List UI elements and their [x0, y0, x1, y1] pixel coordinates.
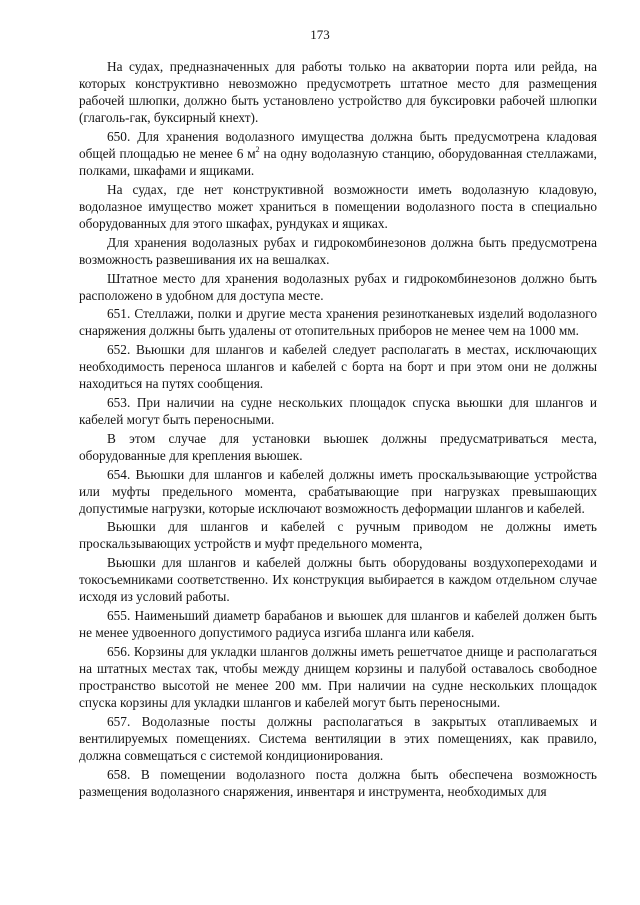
paragraph-650 [79, 128, 597, 179]
paragraph-650-storage-alt: На судах, где нет конструктивной возможности иметь водолазную кладовую, водолазное имущество может храниться в помещении водолазного поста в специально оборудованных для этого шкафах, рундуках и ящиках. [79, 181, 597, 232]
document-body [79, 58, 597, 801]
paragraph-654-equipment: Вьюшки для шлангов и кабелей должны быть оборудованы воздухопереходами и токосъемниками соответственно. Их конструкция выбирается в каждом отдельном случае исходя из условий работы. [79, 555, 597, 605]
paragraph-656: 656. Корзины для укладки шлангов должны иметь решетчатое днище и располагаться на штатных местах так, чтобы между днищем корзины и палубой оставалось свободное пространство высотой не менее 200 мм. При наличии на судне нескольких площадок спуска корзины для укладки шлангов и кабелей могут быть переносными. [79, 643, 597, 711]
paragraph-652: 652. Вьюшки для шлангов и кабелей следует располагать в местах, исключающих необходимость переноса шлангов и кабелей с борта на борт и при этом они не должны находиться на путях сообщения. [79, 342, 597, 392]
paragraph-650-text-end: на одну водолазную станцию, оборудованная стеллажами, полками, шкафами и ящиками. [79, 146, 597, 179]
paragraph-650-text: 650. Для хранения водолазного имущества должна быть предусмотрена кладовая общей площадью не менее 6 м [79, 128, 597, 162]
page-number: 173 [310, 27, 330, 42]
paragraph-654-manual: Вьюшки для шлангов и кабелей с ручным приводом не должны иметь проскальзывающих устройств и муфт предельного момента, [79, 519, 597, 552]
paragraph-658: 658. В помещении водолазного поста должна быть обеспечена возможность размещения водолазного снаряжения, инвентаря и инструмента, необходимых для [79, 766, 597, 799]
paragraph-655: 655. Наименьший диаметр барабанов и вьюшек для шлангов и кабелей должен быть не менее удвоенного допустимого радиуса изгиба шланга или кабеля. [79, 608, 597, 641]
paragraph-653: 653. При наличии на судне нескольких площадок спуска вьюшки для шлангов и кабелей могут быть переносными. [79, 394, 597, 428]
paragraph-653-mounts: В этом случае для установки вьюшек должны предусматриваться места, оборудованные для крепления вьюшек. [79, 430, 597, 463]
superscript-square-unit: 2 [255, 145, 260, 155]
paragraph-650-location: Штатное место для хранения водолазных рубах и гидрокомбинезонов должно быть расположено в удобном для доступа месте. [79, 270, 597, 303]
paragraph-654: 654. Вьюшки для шлангов и кабелей должны иметь проскальзывающие устройства или муфты предельного момента, срабатывающие при нагрузках превышающих допустимые нагрузки, которые исключают возможность деформации шлангов и кабелей. [79, 466, 597, 516]
paragraph-657: 657. Водолазные посты должны располагаться в закрытых отапливаемых и вентилируемых помещениях. Система вентиляции в этих помещениях, как правило, должна совмещаться с системой кондиционирования. [79, 713, 597, 763]
paragraph-650-hangers: Для хранения водолазных рубах и гидрокомбинезонов должна быть предусмотрена возможность развешивания их на вешалках. [79, 234, 597, 267]
paragraph-intro-workboat: На судах, предназначенных для работы только на акватории порта или рейда, на которых конструктивно невозможно предусмотреть штатное место для размещения рабочей шлюпки, должно быть установлено устройство для буксировки рабочей шлюпки (глаголь-гак, буксирный кнехт). [79, 59, 597, 126]
paragraph-651: 651. Стеллажи, полки и другие места хранения резинотканевых изделий водолазного снаряжения должны быть удалены от отопительных приборов не менее чем на 1000 мм. [79, 306, 597, 339]
